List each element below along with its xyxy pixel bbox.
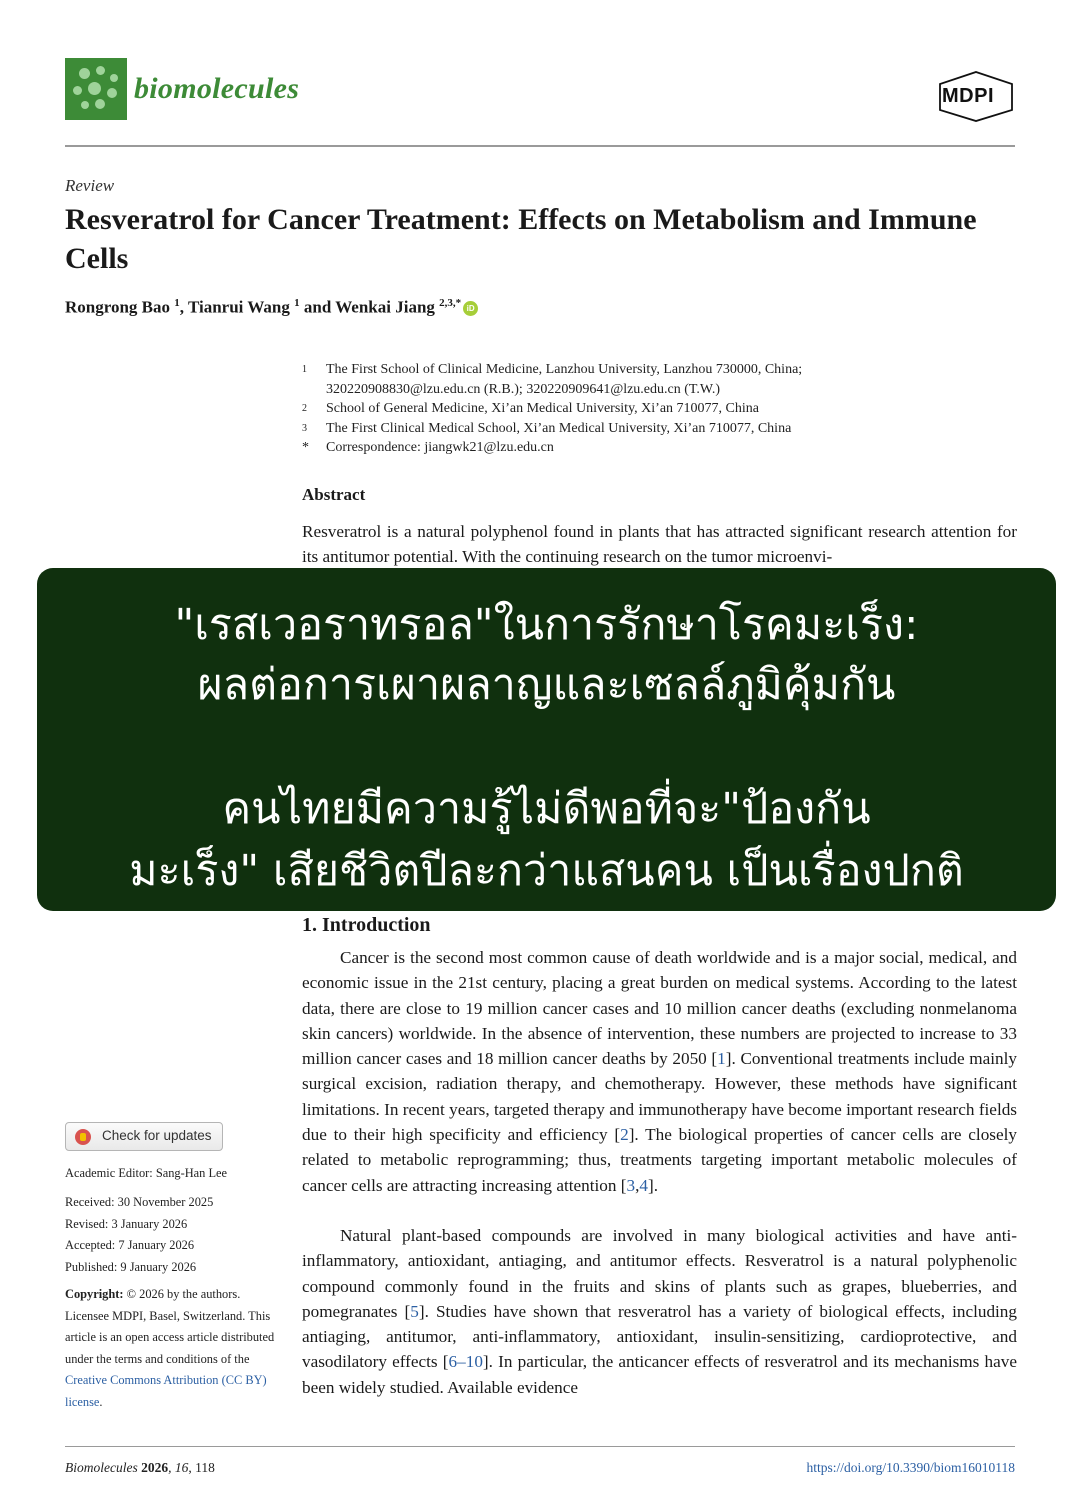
orcid-icon[interactable]: iD: [463, 301, 478, 316]
citation-journal: Biomolecules: [65, 1460, 138, 1475]
check-for-updates-label: Check for updates: [102, 1128, 212, 1143]
author-separator: ,: [179, 297, 188, 317]
author-name: Wenkai Jiang: [335, 297, 435, 317]
copyright-end: .: [99, 1394, 103, 1409]
citation-year: 2026: [141, 1460, 169, 1475]
citation-volume: 16: [174, 1460, 189, 1475]
affiliation-line: The First School of Clinical Medicine, Lanzhou University, Lanzhou 730000, China;: [326, 362, 803, 377]
journal-name: biomolecules: [134, 72, 300, 105]
article-type: Review: [65, 176, 115, 195]
correspondence-line: Correspondence: jiangwk21@lzu.edu.cn: [326, 440, 554, 456]
intro-paragraph-2: [302, 1223, 1017, 1400]
copyright-label: Copyright:: [65, 1287, 124, 1301]
paragraph-text: ]. Studies have shown that resveratrol has a variety of biological effects, including antiaging, antitumor, anti-inflammatory, antioxidant, insulin-sensitizing, cardioprotective, and vasodilatory effects [: [302, 1301, 1017, 1372]
banner-line: "เรสเวอราทรอล"ในการรักษาโรคมะเร็ง:: [174, 600, 919, 650]
citation-reference[interactable]: 6–10: [448, 1352, 483, 1372]
affiliation-item: [302, 438, 1017, 458]
paragraph-text: Cancer is the second most common cause of death worldwide and is a major social, medical, and economic issue in the 21st century, placing a great burden on medical systems. According to the latest data, there are close to 19 million cancer cases and 10 million cancer deaths (excluding nonmelanoma skin cancers) worldwide. In the absence of intervention, these numbers are projected to increase to 33 million cancer cases and 18 million cancer deaths by 2050 [: [302, 948, 1017, 1069]
author-list: [65, 297, 478, 318]
journal-citation: Biomolecules 2026, 16, 118: [65, 1460, 215, 1475]
check-for-updates-button[interactable]: [65, 1122, 223, 1151]
check-updates-icon: [75, 1129, 91, 1145]
paragraph-text: Natural plant-based compounds are involved in many biological activities and have anti-inflammatory, antioxidant, antiaging, and antitumor effects. Resveratrol is a natural polyphenolic compound commonly found in the fruits and skins of plants such as grapes, blueberries, and pomegranates [: [302, 1226, 1017, 1321]
paragraph-text: ].: [647, 1175, 658, 1195]
publisher-logo: [936, 70, 1016, 122]
affiliation-item: [302, 419, 1017, 439]
banner-line: คนไทยมีความรู้ไม่ดีพอที่จะ"ป้องกัน: [222, 784, 871, 834]
paragraph-text: ]. The biological properties of cancer cells are closely related to metabolic reprogramming; thus, treatments targeting important metabolic molecules of cancer cells are attracting increasing attention [: [302, 1125, 1017, 1195]
copyright-notice: [65, 1284, 280, 1414]
intro-paragraph-1: [302, 945, 1017, 1198]
accepted-date: Accepted: 7 January 2026: [65, 1238, 195, 1252]
academic-editor: Academic Editor: Sang-Han Lee: [65, 1166, 228, 1180]
citation-reference[interactable]: 5: [410, 1301, 419, 1321]
banner-line: ผลต่อการเผาผลาญและเซลล์ภูมิคุ้มกัน: [197, 660, 896, 710]
journal-logo: [65, 58, 127, 120]
affiliation-item: [302, 399, 1017, 419]
abstract-heading: Abstract: [302, 485, 366, 504]
affiliations: [302, 360, 1017, 458]
affiliation-line: School of General Medicine, Xi’an Medical University, Xi’an 710077, China: [326, 401, 759, 417]
publisher-name: MDPI: [942, 85, 994, 107]
affiliation-mark: 3: [302, 422, 307, 434]
header-divider: [65, 145, 1015, 147]
affiliation-line: The First Clinical Medical School, Xi’an Medical University, Xi’an 710077, China: [326, 420, 792, 436]
citation-reference[interactable]: 2: [620, 1125, 629, 1145]
thai-caption-banner: [37, 568, 1056, 911]
author-name: Rongrong Bao: [65, 297, 171, 317]
published-date: Published: 9 January 2026: [65, 1260, 197, 1274]
affiliation-mark: 1: [302, 364, 307, 375]
author-separator: and: [299, 297, 336, 317]
copyright-text: © 2026 by the authors. Licensee MDPI, Basel, Switzerland. This article is an open access article distributed under the terms and conditions of the: [65, 1287, 275, 1366]
paragraph-text: ,: [635, 1175, 640, 1195]
abstract-text: Resveratrol is a natural polyphenol found in plants that has attracted significant research attention for its antitumor potential. With the continuing research on the tumor microenvi-: [302, 522, 1017, 567]
affiliation-item: [302, 360, 1017, 399]
citation-reference[interactable]: 4: [639, 1175, 648, 1195]
author-name: Tianrui Wang: [187, 297, 290, 317]
citation-article-number: 118: [195, 1460, 215, 1475]
doi-link[interactable]: https://doi.org/10.3390/biom16010118: [806, 1460, 1015, 1475]
received-date: Received: 30 November 2025: [65, 1195, 214, 1209]
article-title: Resveratrol for Cancer Treatment: Effects on Metabolism and Immune Cells: [65, 203, 977, 275]
affiliation-mark: *: [302, 440, 309, 456]
license-link[interactable]: Creative Commons Attribution (CC BY) license: [65, 1373, 267, 1409]
paragraph-text: ]. In particular, the anticancer effects of resveratrol and its mechanisms have been widely studied. Available evidence: [302, 1352, 1017, 1397]
footer-divider: [65, 1446, 1015, 1447]
affiliation-mark: 2: [302, 403, 307, 415]
affiliation-line: 320220908830@lzu.edu.cn (R.B.); 320220909641@lzu.edu.cn (T.W.): [326, 381, 721, 397]
revised-date: Revised: 3 January 2026: [65, 1217, 188, 1231]
paragraph-text: ]. Conventional treatments include mainly surgical excision, radiation therapy, and chemotherapy. However, these methods have significant limitations. In recent years, targeted therapy and immunotherapy have become important research fields due to their high specificity and efficiency [: [302, 1049, 1017, 1145]
citation-reference[interactable]: 1: [717, 1049, 726, 1069]
author-affil-mark: 2,3,*: [439, 297, 462, 309]
citation-reference[interactable]: 3: [626, 1175, 636, 1195]
author-affil-mark: 1: [174, 297, 180, 309]
banner-line: มะเร็ง" เสียชีวิตปีละกว่าแสนคน เป็นเรื่องปกติ: [129, 846, 964, 896]
section-heading: 1. Introduction: [302, 914, 431, 936]
author-affil-mark: 1: [294, 297, 300, 309]
